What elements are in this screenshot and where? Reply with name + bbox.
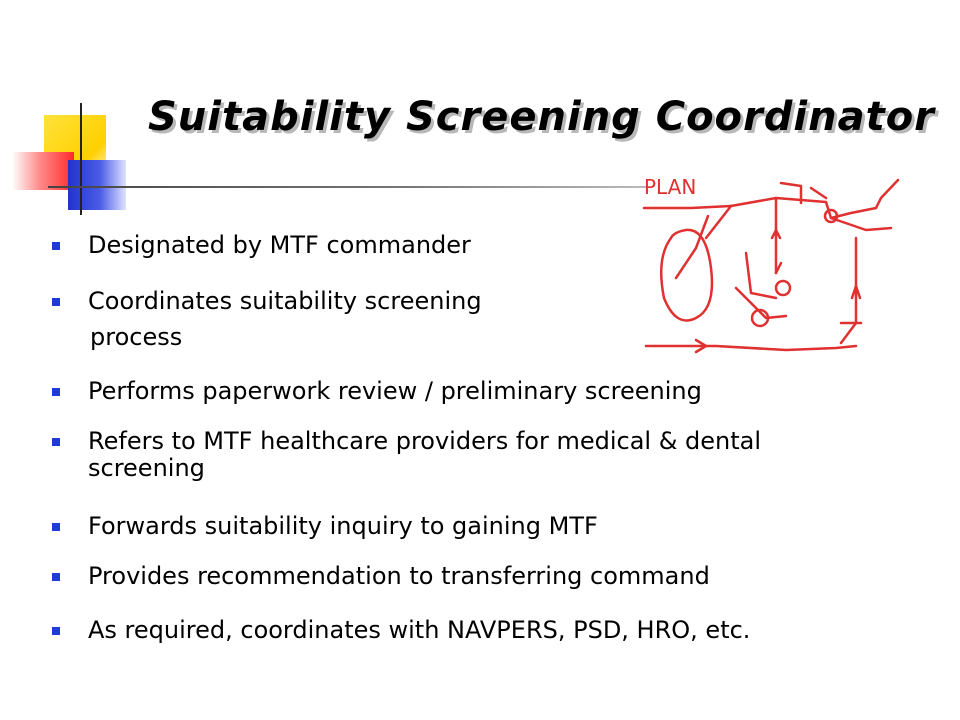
slide-title: Suitability Screening Coordinator <box>148 94 935 140</box>
vertical-divider <box>80 103 82 215</box>
plan-diagram-sketch <box>636 168 902 368</box>
bullet-marker <box>52 627 60 635</box>
bullet-text: Forwards suitability inquiry to gaining MTF <box>88 512 598 540</box>
bullet-marker <box>52 298 60 306</box>
bullet-marker <box>52 523 60 531</box>
sketch-plan-label: PLAN <box>644 175 697 199</box>
red-square <box>12 152 74 190</box>
bullet-marker <box>52 242 60 250</box>
bullet-text: Provides recommendation to transferring command <box>88 562 710 590</box>
blue-square <box>68 160 126 210</box>
bullet-text: As required, coordinates with NAVPERS, PSD, HRO, etc. <box>88 616 751 644</box>
bullet-continuation: process <box>90 323 183 351</box>
bullet-text: Performs paperwork review / preliminary screening <box>88 377 702 405</box>
bullet-text: Refers to MTF healthcare providers for medical & dental screening <box>88 427 762 482</box>
bullet-text: Designated by MTF commander <box>88 231 471 259</box>
bullet-marker <box>52 573 60 581</box>
bullet-marker <box>52 438 60 446</box>
title-underline <box>48 186 648 188</box>
bullet-marker <box>52 388 60 396</box>
bullet-text: Coordinates suitability screening <box>88 287 482 315</box>
